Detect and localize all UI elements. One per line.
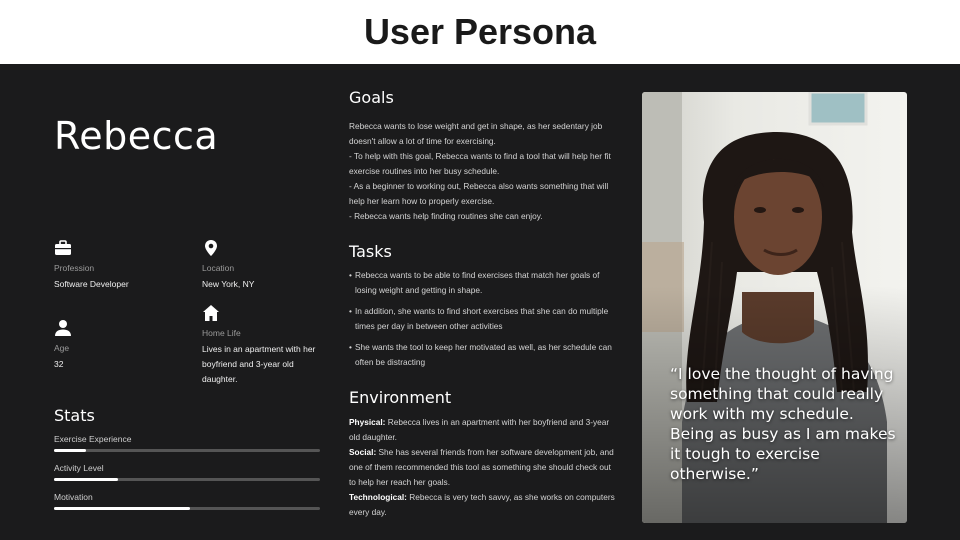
profession-label: Profession: [54, 263, 95, 273]
tasks-title: Tasks: [349, 242, 392, 261]
location-pin-icon: [202, 239, 220, 257]
goals-line: - To help with this goal, Rebecca wants to find a tool that will help her fit exercise routines into her busy schedule.: [349, 151, 611, 176]
profession-value: Software Developer: [54, 279, 129, 289]
environment-social: [349, 445, 615, 490]
goals-line: - Rebecca wants help finding routines she can enjoy.: [349, 211, 543, 221]
environment-physical-label: Physical:: [349, 417, 386, 427]
stat-bar-track: [54, 449, 320, 452]
stat-label: Motivation: [54, 492, 93, 502]
location-value: New York, NY: [202, 279, 255, 289]
environment-physical: [349, 415, 615, 445]
age-value: 32: [54, 359, 64, 369]
task-item: • Rebecca wants to be able to find exercises that match her goals of losing weight and getting in shape.: [349, 268, 615, 298]
tasks-list: [349, 268, 615, 376]
environment-technological: [349, 490, 615, 520]
environment-technological-text: Rebecca is very tech savvy, as she works on computers every day.: [349, 492, 615, 517]
stat-bar-track: [54, 507, 320, 510]
profession-block: [54, 239, 194, 292]
person-icon: [54, 319, 72, 337]
home-life-value: Lives in an apartment with her boyfriend and 3-year old daughter.: [202, 344, 316, 384]
goals-text: [349, 119, 615, 224]
stat-motivation: [54, 492, 320, 510]
persona-name: Rebecca: [54, 114, 219, 158]
stat-exercise-experience: [54, 434, 320, 452]
home-life-block: [202, 304, 322, 387]
location-label: Location: [202, 263, 235, 273]
slide-title: User Persona: [363, 11, 597, 52]
persona-panel: [0, 64, 960, 540]
environment-social-label: Social:: [349, 447, 377, 457]
location-block: [202, 239, 342, 292]
task-item: • In addition, she wants to find short exercises that she can do multiple times per day in between other activities: [349, 304, 615, 334]
home-life-label: Home Life: [202, 328, 241, 338]
stat-bar-track: [54, 478, 320, 481]
task-item: • She wants the tool to keep her motivated as well, as her schedule can often be distracting: [349, 340, 615, 370]
environment-physical-text: Rebecca lives in an apartment with her boyfriend and 3-year old daughter.: [349, 417, 610, 442]
environment-text: [349, 415, 615, 520]
stat-label: Exercise Experience: [54, 434, 132, 444]
persona-quote: “I love the thought of having something that could really work with my schedule. Being as busy as I am makes it tough to exercise otherwise.”: [670, 365, 896, 483]
stats-title: Stats: [54, 406, 95, 425]
goals-title: Goals: [349, 88, 394, 107]
briefcase-icon: [54, 239, 72, 257]
age-label: Age: [54, 343, 70, 353]
stat-bar-fill: [54, 449, 86, 452]
goals-line: Rebecca wants to lose weight and get in shape, as her sedentary job doesn't allow a lot of time for exercising.: [349, 121, 603, 146]
age-block: [54, 319, 194, 372]
persona-photo: [642, 92, 907, 523]
home-icon: [202, 304, 220, 322]
environment-title: Environment: [349, 388, 452, 407]
stat-bar-fill: [54, 507, 190, 510]
environment-technological-label: Technological:: [349, 492, 407, 502]
environment-social-text: She has several friends from her software development job, and one of them recommended this tool as something she should check out to help her reach her goals.: [349, 447, 614, 487]
goals-line: - As a beginner to working out, Rebecca also wants something that will help her learn how to properly exercise.: [349, 181, 609, 206]
stat-activity-level: [54, 463, 320, 481]
stat-label: Activity Level: [54, 463, 104, 473]
stat-bar-fill: [54, 478, 118, 481]
